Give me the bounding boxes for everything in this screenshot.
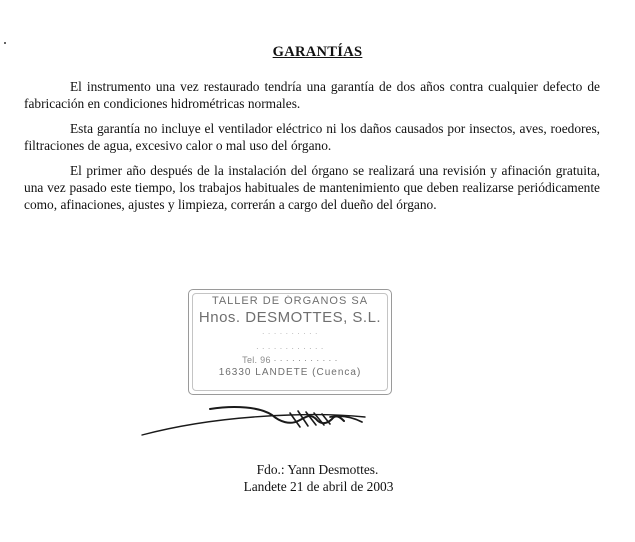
- page-title: GARANTÍAS: [272, 44, 363, 60]
- stamp-line-address: 16330 LANDETE (Cuenca): [218, 367, 362, 378]
- stamp-line-company: Hnos. DESMOTTES, S.L.: [198, 309, 382, 326]
- paragraph-warranty-terms: El instrumento una vez restaurado tendría una garantía de dos años contra cualquier defecto de fabricación en condiciones hidrométricas normales.: [24, 79, 600, 111]
- signed-by: Fdo.: Yann Desmottes.: [256, 462, 379, 477]
- paragraph-exclusions: Esta garantía no incluye el ventilador eléctrico ni los daños causados por insectos, aves, roedores, filtraciones de agua, excesivo calor o mal uso del órgano.: [24, 121, 600, 153]
- stamp-line-faded-1: · · · · · · · · · ·: [261, 329, 319, 338]
- handwritten-signature: [140, 395, 380, 445]
- paragraph-maintenance: El primer año después de la instalación del órgano se realizará una revisión y afinación gratuita, una vez pasado este tiempo, los trabajos habituales de mantenimiento que deben realizarse periódicamente como, afinaciones, ajustes y limpieza, correrán a cargo del dueño del órgano.: [24, 163, 600, 212]
- signature-block: [0, 461, 635, 495]
- document-body: [24, 78, 600, 221]
- stamp-line-phone: Tel. 96 · · · · · · · · · · ·: [242, 355, 338, 365]
- company-stamp: [188, 289, 392, 395]
- stamp-line-workshop: TALLER DE ÓRGANOS SA: [211, 295, 369, 307]
- stamp-line-faded-2: · · · · · · · · · · · ·: [256, 344, 324, 353]
- signature-hatch-stroke: [290, 411, 330, 427]
- signature-underline-stroke: [142, 415, 365, 435]
- place-date: Landete 21 de abril de 2003: [243, 479, 394, 494]
